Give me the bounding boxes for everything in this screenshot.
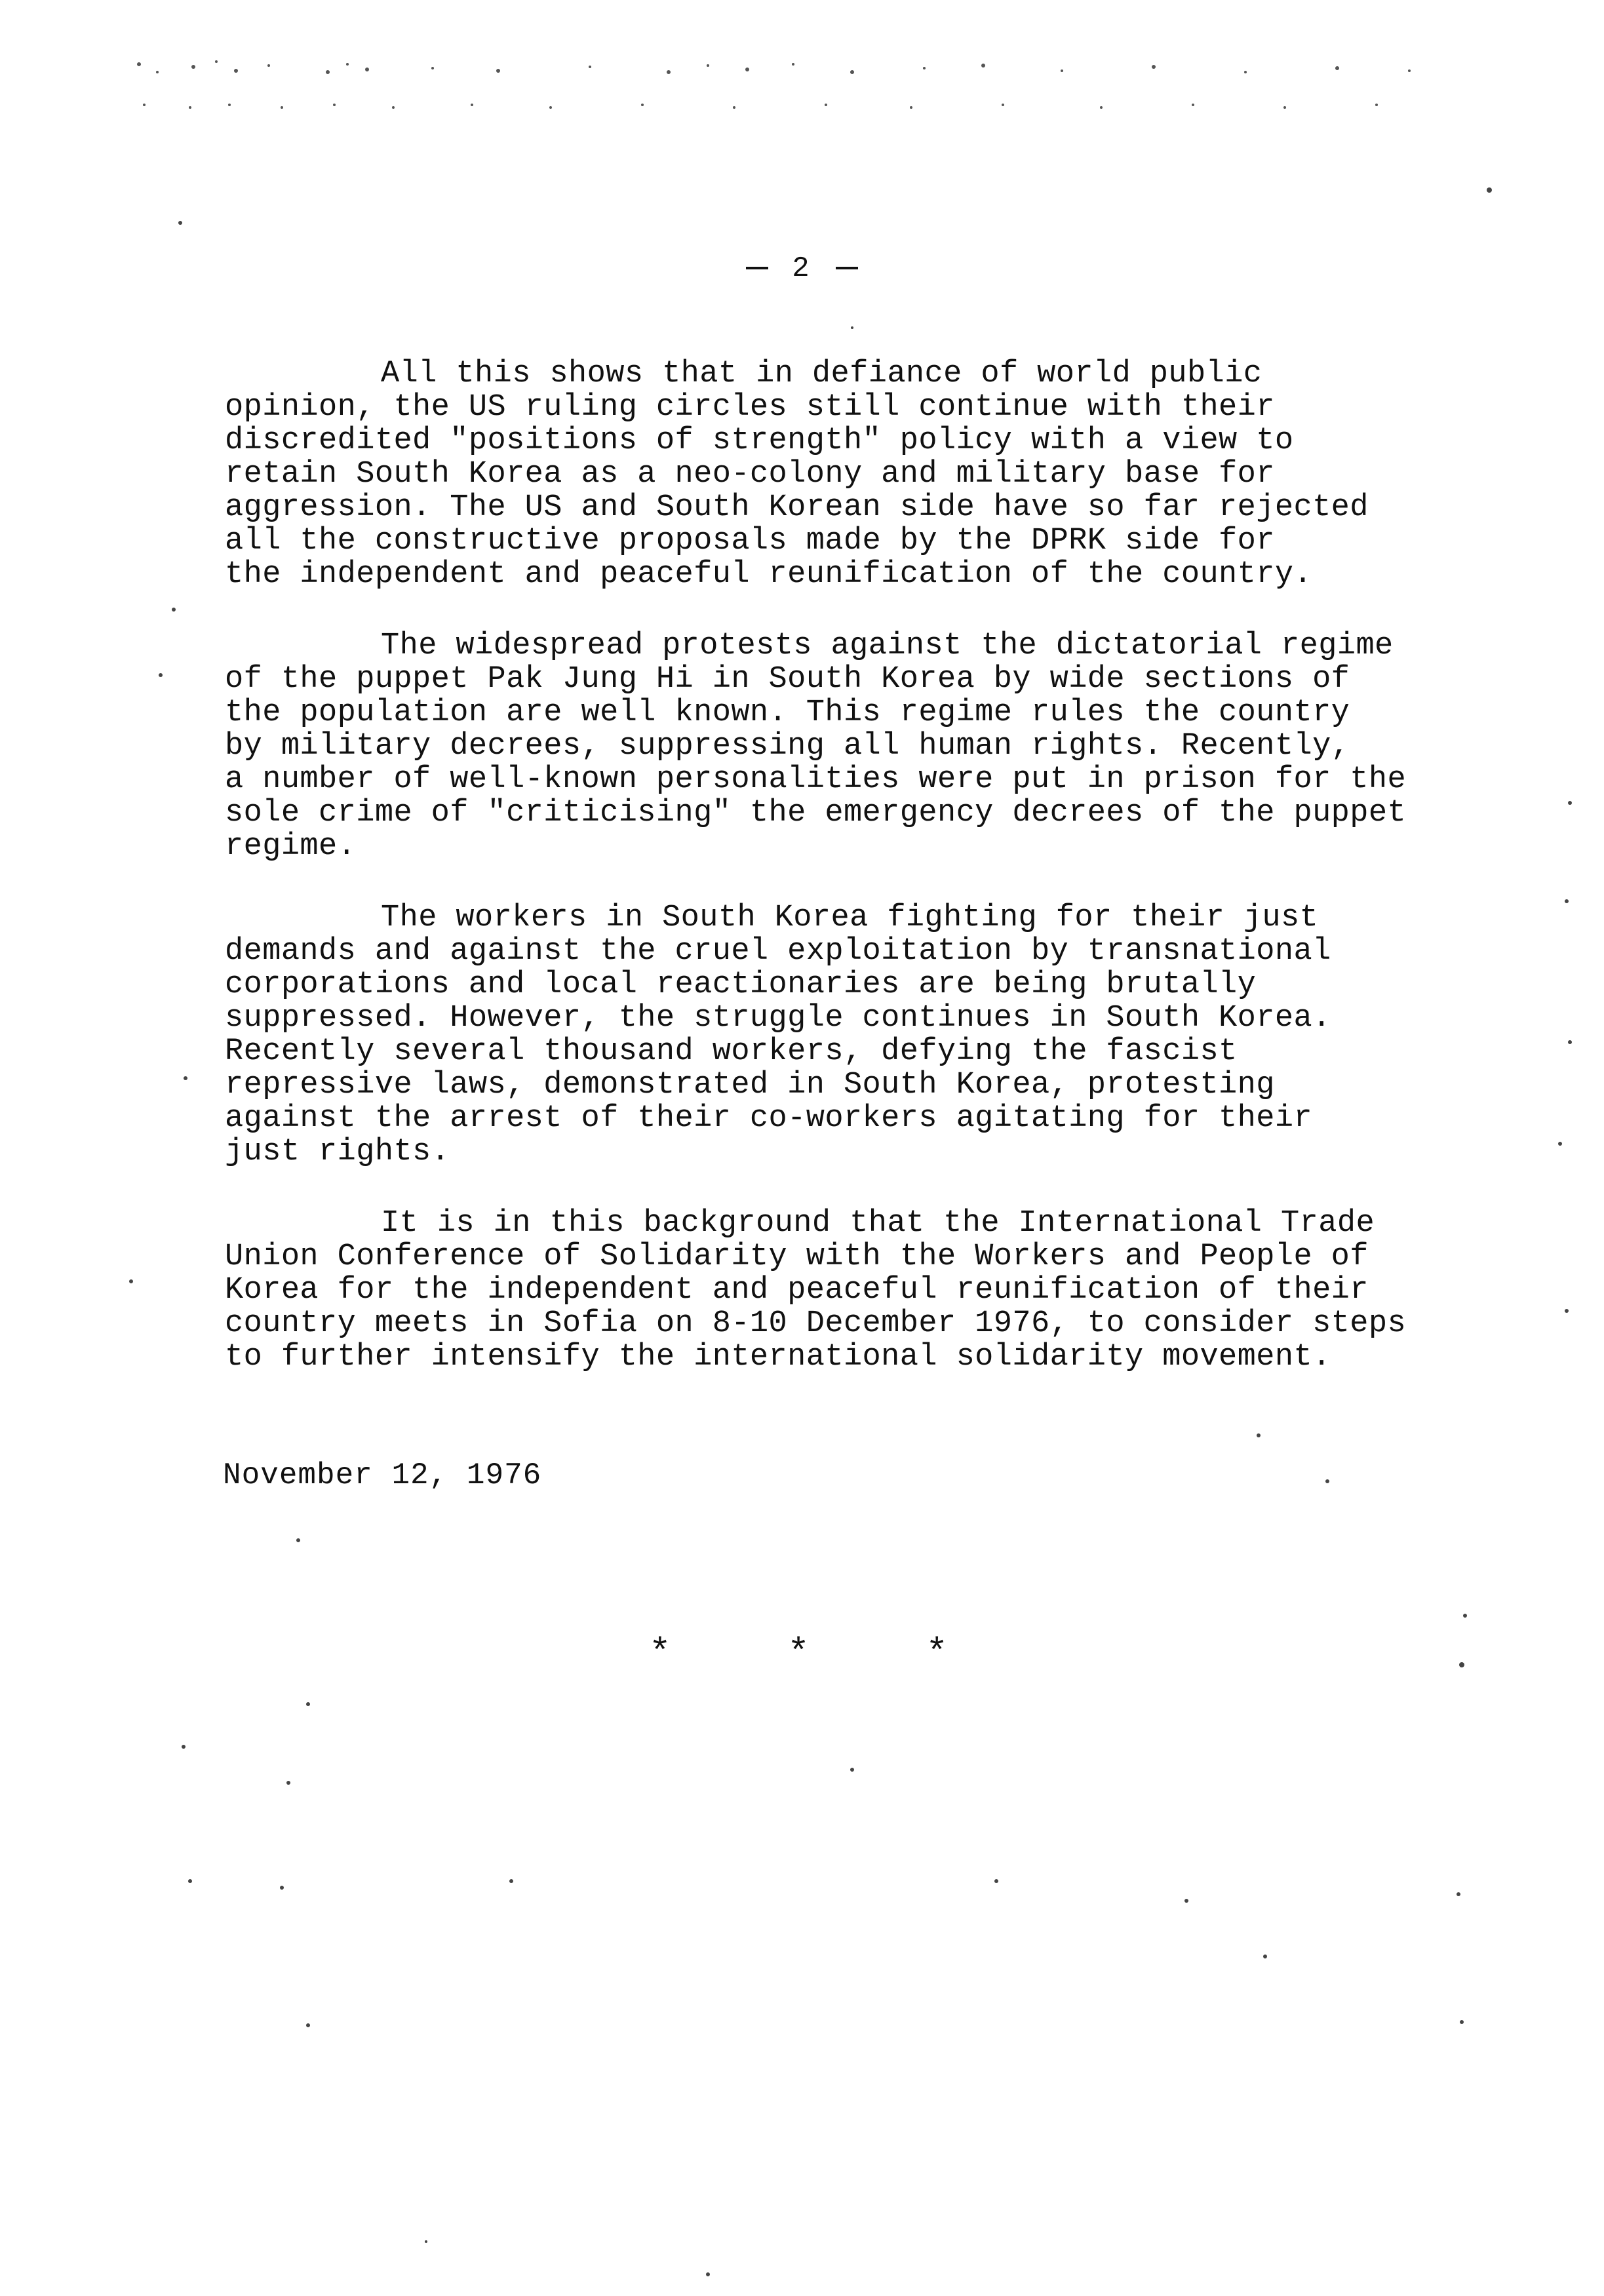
closing-asterisks: * * * (649, 1632, 996, 1674)
page-number-value: 2 (792, 252, 812, 285)
page-number-dash-right (836, 267, 858, 269)
letter-body (225, 357, 1490, 1412)
paragraph-4: It is in this background that the International Trade Union Conference of Solidarity with the Workers and People of Korea for the independent and peaceful reunification of their country meets in Sofia on 8-10 December 1976, to consider steps to further intensify the international solidarity movement. (225, 1206, 1407, 1374)
paragraph-1: All this shows that in defiance of world public opinion, the US ruling circles still continue with their discredited "positions of strength" policy with a view to retain South Korea as a neo-colony and military base for aggression. The US and South Korean side have so far rejected all the constructive proposals made by the DPRK side for the independent and peaceful reunification of the country. (225, 357, 1369, 592)
paragraph-2: The widespread protests against the dictatorial regime of the puppet Pak Jung Hi in South Korea by wide sections of the population are well known. This regime rules the country by military decrees, suppressing all human rights. Recently, a number of well-known personalities were put in prison for the sole crime of "criticising" the emergency decrees of the puppet regime. (225, 629, 1407, 864)
page-number (0, 252, 1604, 285)
page-number-dash-left (746, 267, 768, 269)
paragraph-3: The workers in South Korea fighting for their just demands and against the cruel exploitation by transnational corporations and local reactionaries are being brutally suppressed. However, the struggle continues in South Korea. Recently several thousand workers, defying the fascist repressive laws, demonstrated in South Korea, protesting against the arrest of their co-workers agitating for their just rights. (225, 901, 1331, 1169)
scan-noise-header (131, 52, 1422, 125)
document-date: November 12, 1976 (223, 1458, 542, 1492)
